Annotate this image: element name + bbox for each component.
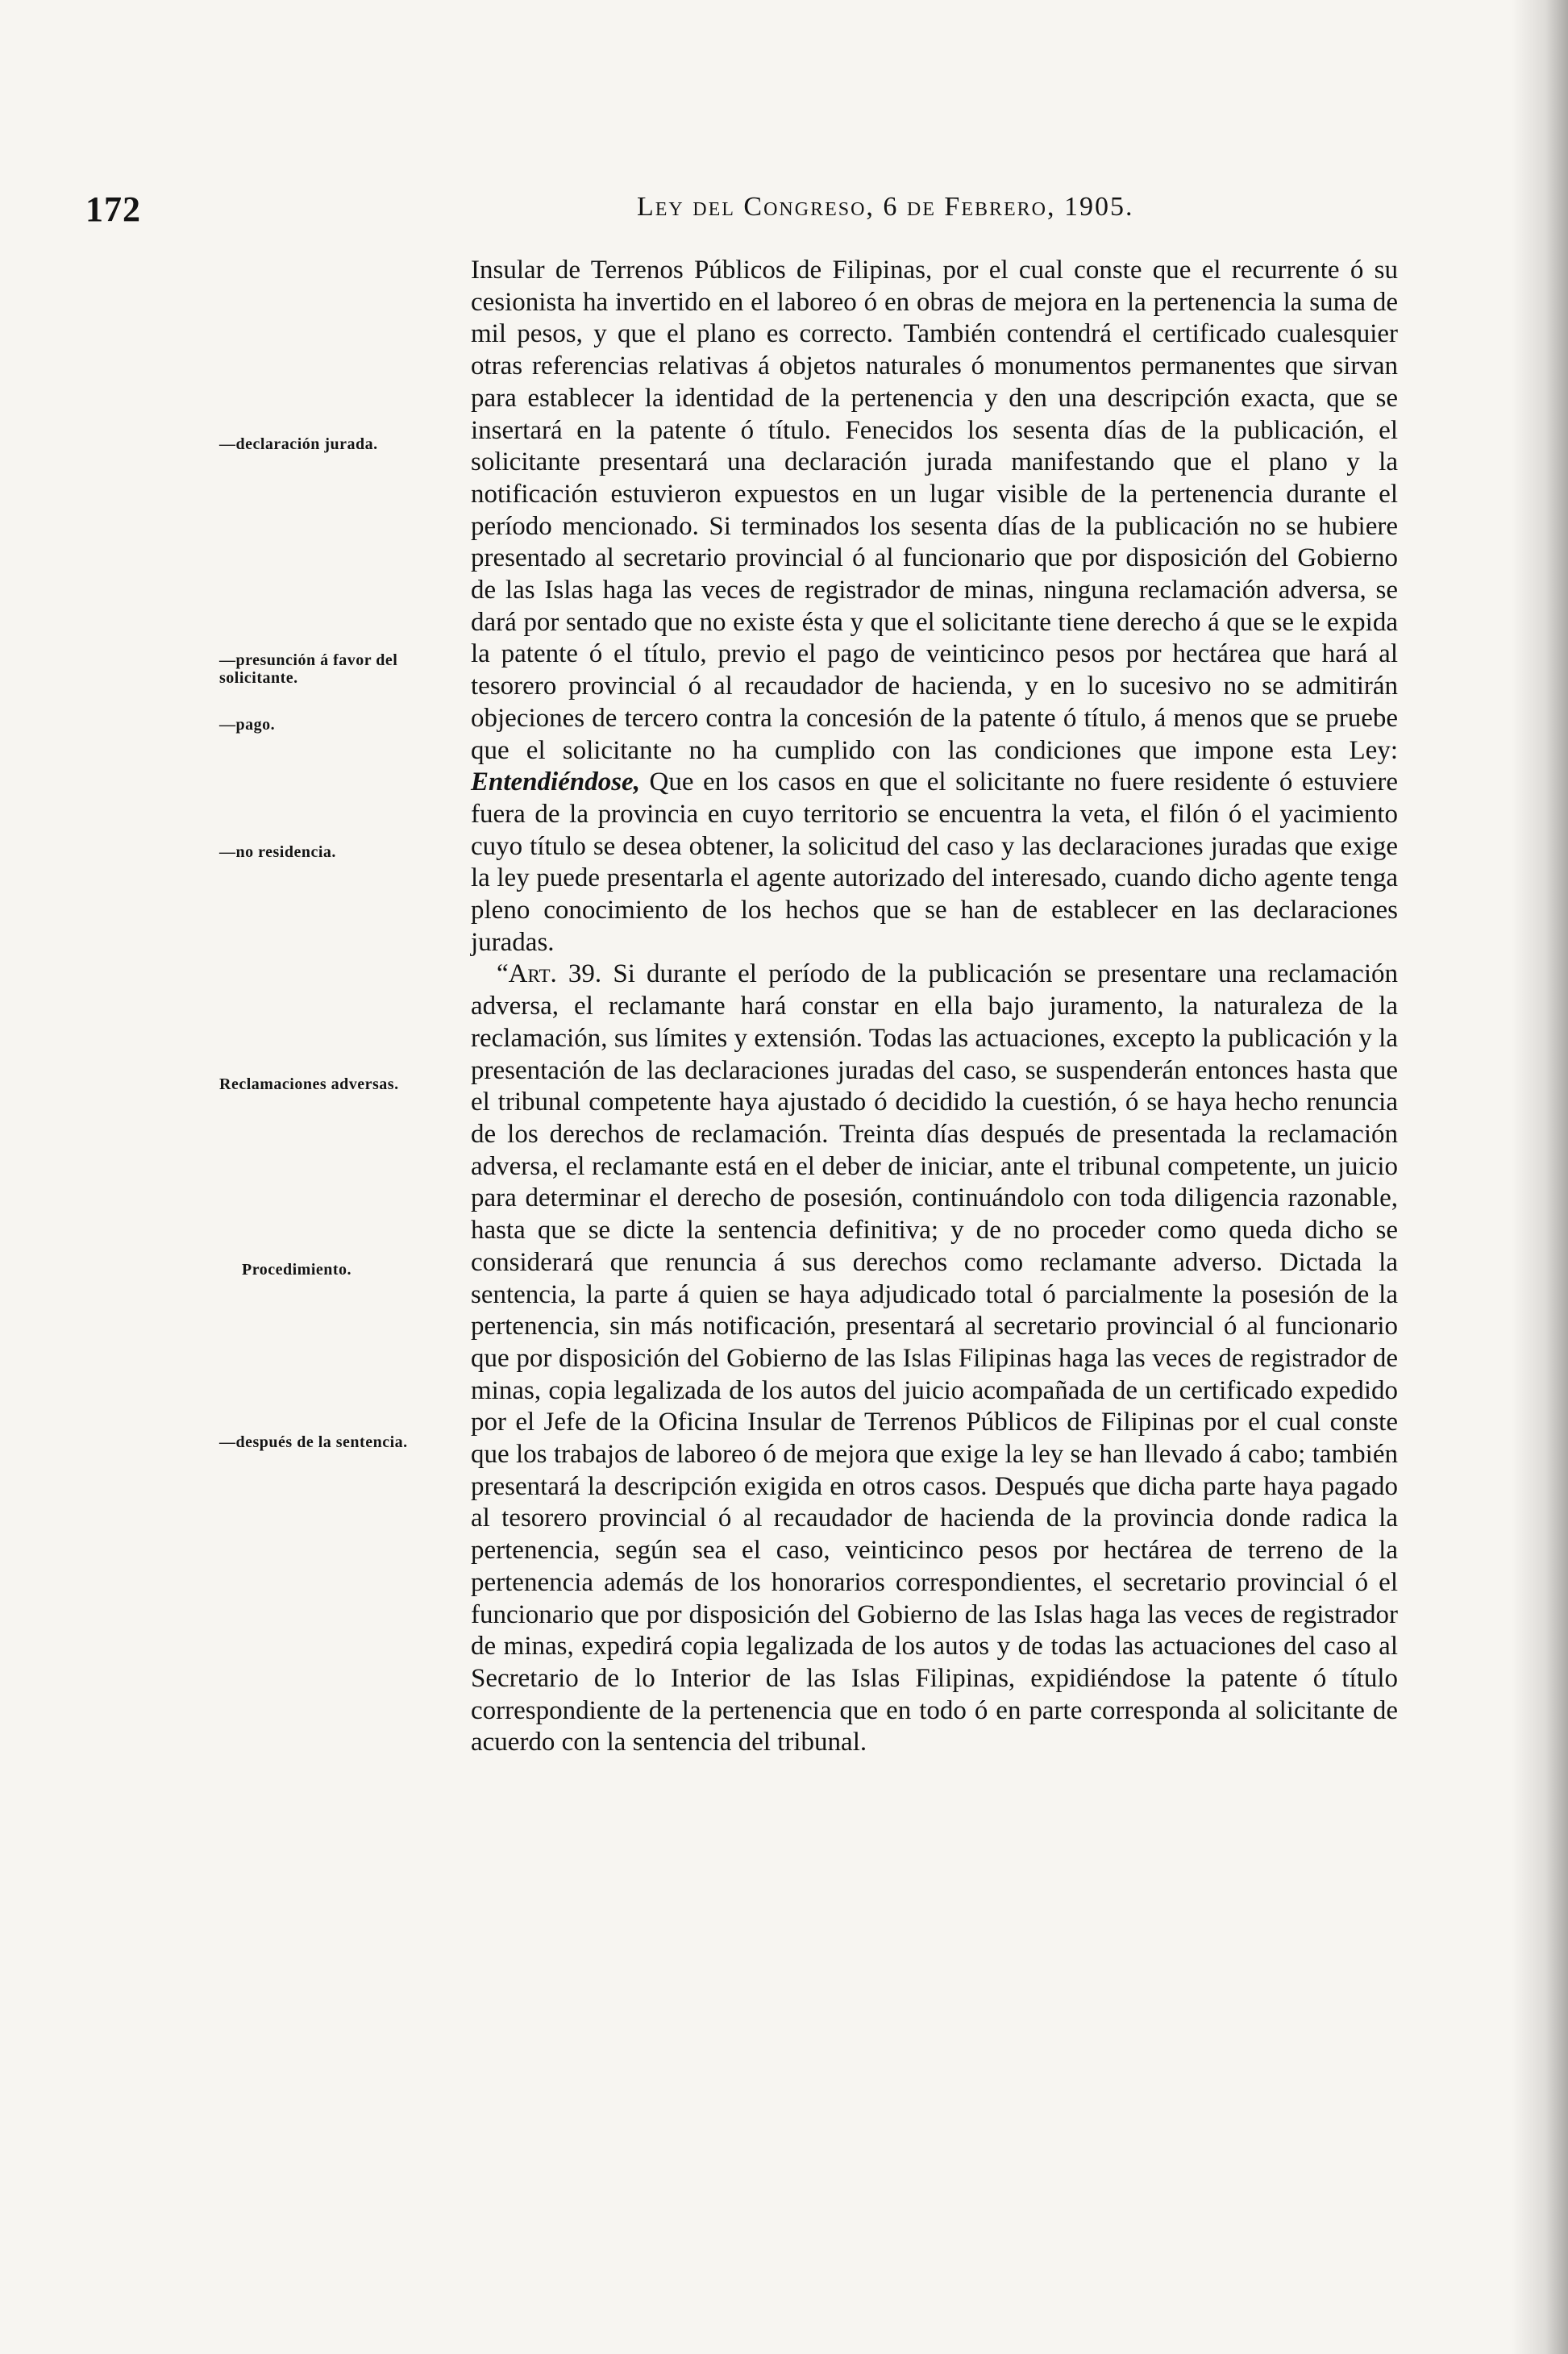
margin-note-procedimiento: Procedimiento.: [242, 1261, 352, 1279]
paragraph-1: [471, 255, 1398, 959]
paragraph-1-text: Insular de Terrenos Públicos de Filipinas, por el cual conste que el recurrente ó su cesionista ha invertido en el laboreo ó en obras de mejora en la pertenencia la suma de mil pesos, y que el plano es correcto. También contendrá el certificado cualesquier otras referencias relativas á objetos naturales ó monumentos permanentes que sirvan para establecer la identidad de la pertenencia y den una descripción exacta, que se insertará en la patente ó título. Fenecidos los sesenta días de la publicación, el solicitante presentará una declaración jurada manifestando que el plano y la notificación estuvieron expuestos en un lugar visible de la pertenencia durante el período mencionado. Si terminados los sesenta días de la publicación no se hubiere presentado al secretario provincial ó al funcionario que por disposición del Gobierno de las Islas haga las veces de registrador de minas, ninguna reclamación adversa, se dará por sentado que no existe ésta y que el solicitante tiene derecho á que se le expida la patente ó el título, previo el pago de veinticinco pesos por hectárea que hará al tesorero provincial ó al recaudador de hacienda, y en lo sucesivo no se admitirán objeciones de tercero contra la concesión de la patente ó título, á menos que se pruebe que el solicitante no ha cumplido con las condiciones que impone esta Ley:: [471, 256, 1398, 765]
margin-note-presuncion: —presunción á favor del solicitante.: [219, 651, 398, 687]
margin-note-no-residencia: —no residencia.: [219, 843, 336, 861]
paragraph-2: [471, 959, 1398, 1759]
running-head: Ley del Congreso, 6 de Febrero, 1905.: [637, 192, 1134, 222]
body-text: [471, 255, 1398, 1759]
article-label: “Art. 39.: [497, 959, 602, 989]
margin-note-pago: —pago.: [219, 716, 276, 734]
margin-note-declaracion-jurada: —declaración jurada.: [219, 435, 378, 453]
paragraph-1-italic: Entendiéndose,: [471, 767, 640, 797]
margin-note-despues-sentencia: —después de la sentencia.: [219, 1433, 408, 1451]
margin-note-reclamaciones-adversas: Reclamaciones adversas.: [219, 1075, 399, 1093]
page-number: 172: [85, 189, 141, 229]
paragraph-1-end: Que en los casos en que el solicitante no fuere residente ó estuviere fuera de la provincia en cuyo territorio se encuentra la veta, el filón ó el yacimiento cuyo título se desea obtener, la solicitud del caso y las declaraciones juradas que exige la ley puede presentarla el agente autorizado del interesado, cuando dicho agente tenga pleno conocimiento de los hechos que se han de establecer en las declaraciones juradas.: [471, 767, 1399, 957]
paragraph-2-text: Si durante el período de la publicación se presentare una reclamación adversa, el reclamante hará constar en ella bajo juramento, la naturaleza de la reclamación, sus límites y extensión. Todas las actuaciones, excepto la publicación y la presentación de las declaraciones juradas del caso, se suspenderán entonces hasta que el tribunal competente haya ajustado ó decidido la cuestión, ó se haya hecho renuncia de los derechos de reclamación. Treinta días después de presentada la reclamación adversa, el reclamante está en el deber de iniciar, ante el tribunal competente, un juicio para determinar el derecho de posesión, continuándolo con toda diligencia razonable, hasta que se dicte la sentencia definitiva; y de no proceder como queda dicho se considerará que renuncia á sus derechos como reclamante adverso. Dictada la sentencia, la parte á quien se haya adjudicado total ó parcialmente la posesión de la pertenencia, sin más notificación, presentará al secretario provincial ó al funcionario que por disposición del Gobierno de las Islas Filipinas haga las veces de registrador de minas, copia legalizada de los autos del juicio acompañada de un certificado expedido por el Jefe de la Oficina Insular de Terrenos Públicos de Filipinas por el cual conste que los trabajos de laboreo ó de mejora que exige la ley se han llevado á cabo; también presentará la descripción exigida en otros casos. Después que dicha parte haya pagado al tesorero provincial ó al recaudador de hacienda de la provincia donde radica la pertenencia, según sea el caso, veinticinco pesos por hectárea de terreno de la pertenencia además de los honorarios correspondientes, el secretario provincial ó el funcionario que por disposición del Gobierno de las Islas haga las veces de registrador de minas, expedirá copia legalizada de los autos y de todas las actuaciones del caso al Secretario de lo Interior de las Islas Filipinas, expidiéndose la patente ó título correspondiente de la pertenencia que en todo ó en parte corresponda al solicitante de acuerdo con la sentencia del tribunal.: [471, 959, 1398, 1757]
page-edge-shadow: [1512, 0, 1568, 2354]
